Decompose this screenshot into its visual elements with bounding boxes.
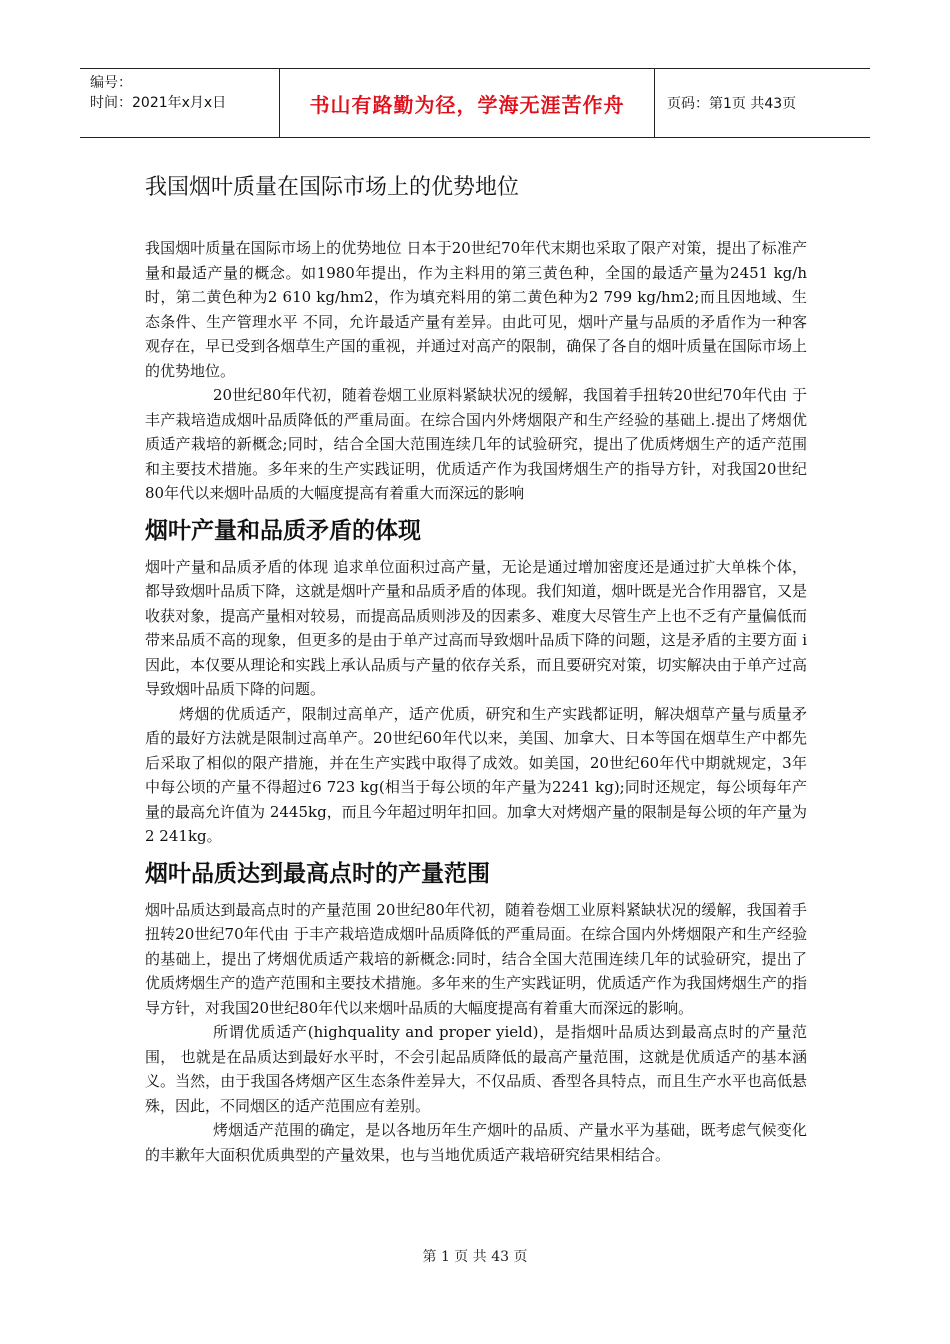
- page-footer: 第 1 页 共 43 页: [422, 1249, 528, 1265]
- intro-paragraph: 我国烟叶质量在国际市场上的优势地位 日本于20世纪70年代末期也采取了限产对策，提出了标准产量和最适产量的概念。如1980年提出，作为主料用的第三黄色种，全国的最适产量为2451 kg/h时，第二黄色种为2 610 kg/hm2，作为填充料用的第二黄色种为2 799 kg/hm2;而且因地域、生态条件、生产管理水平 不同，允许最适产量有差异。由此可见，烟叶产量与品质的矛盾作为一种客观存在，早已受到各烟草生产国的重视，并通过对高产的限制，确保了各自的烟叶质量在国际市场上的优势地位。: [145, 239, 807, 380]
- document-time-label: 时间：2021年x月x日: [90, 95, 227, 111]
- section-paragraph: 烤烟的优质适产，限制过高单产，适产优质，研究和生产实践都证明，解决烟草产量与质量矛盾的最好方法就是限制过高单产。20世纪60年代以来，美国、加拿大、日本等国在烟草生产中都先后采取了相似的限产措施，并在生产实践中取得了成效。如美国，20世纪60年代中期就规定，3年中每公顷的产量不得超过6 723 kg(相当于每公顷的年产量为2241 kg);同时还规定，每公顷每年产量的最高允许值为 2445kg，而且今年超过明年扣回。加拿大对烤烟产量的限制是每公顷的年产量为2 241kg。: [145, 704, 807, 845]
- document-body: [145, 236, 807, 1167]
- header-meta-cell: [80, 69, 280, 137]
- section-heading: 烟叶产量和品质矛盾的体现: [145, 517, 421, 544]
- header-page-info: 页码：第1页 共43页: [667, 96, 797, 112]
- section-paragraph: 烤烟适产范围的确定，是以各地历年生产烟叶的品质、产量水平为基础，既考虑气候变化的丰歉年大面积优质典型的产量效果，也与当地优质适产栽培研究结果相结合。: [145, 1121, 807, 1164]
- intro-paragraph: 20世纪80年代初，随着卷烟工业原料紧缺状况的缓解，我国着手扭转20世纪70年代由 于丰产栽培造成烟叶品质降低的严重局面。在综合国内外烤烟限产和生产经验的基础上.提出了烤烟优质适产栽培的新概念;同时，结合全国大范围连续几年的试验研究，提出了优质烤烟生产的适产范围和主要技术措施。多年来的生产实践证明，优质适产作为我国烤烟生产的指导方针，对我国20世纪80年代以来烟叶品质的大幅度提高有着重大而深远的影响: [145, 386, 807, 502]
- section-heading: 烟叶品质达到最高点时的产量范围: [145, 860, 490, 887]
- section-paragraph: 所谓优质适产(highquality and proper yield)，是指烟叶品质达到最高点时的产量范围， 也就是在品质达到最好水平时，不会引起品质降低的最高产量范围，这就是优质适产的基本涵义。当然，由于我国各烤烟产区生态条件差异大，不仅品质、香型各具特点，而且生产水平也高低悬殊，因此，不同烟区的适产范围应有差别。: [145, 1023, 807, 1115]
- section-paragraph: 烟叶品质达到最高点时的产量范围 20世纪80年代初，随着卷烟工业原料紧缺状况的缓解，我国着手扭转20世纪70年代由 于丰产栽培造成烟叶品质降低的严重局面。在综合国内外烤烟限产和生产经验的基础上，提出了烤烟优质适产栽培的新概念:同时，结合全国大范围连续几年的试验研究，提出了优质烤烟生产的造产范围和主要技术措施。多年来的生产实践证明，优质适产作为我国烤烟生产的指导方针，对我国20世纪80年代以来烟叶品质的大幅度提高有着重大而深远的影响。: [145, 900, 807, 1017]
- header-motto: 书山有路勤为径，学海无涯苦作舟: [280, 69, 655, 137]
- document-title: 我国烟叶质量在国际市场上的优势地位: [145, 175, 520, 200]
- page-header: [80, 68, 870, 138]
- document-number-label: 编号：: [90, 75, 132, 91]
- section-paragraph: 烟叶产量和品质矛盾的体现 追求单位面积过高产量，无论是通过增加密度还是通过扩大单株个体，都导致烟叶品质下降，这就是烟叶产量和品质矛盾的体现。我们知道，烟叶既是光合作用器官，又是收获对象，提高产量相对较易，而提高品质则涉及的因素多、难度大尽管生产上也不乏有产量偏低而带来品质不高的现象，但更多的是由于单产过高而导致烟叶品质下降的问题，这是矛盾的主要方面 i 因此，本仅要从理论和实践上承认品质与产量的依存关系，而且要研究对策，切实解决由于单产过高导致烟叶品质下降的问题。: [145, 557, 807, 698]
